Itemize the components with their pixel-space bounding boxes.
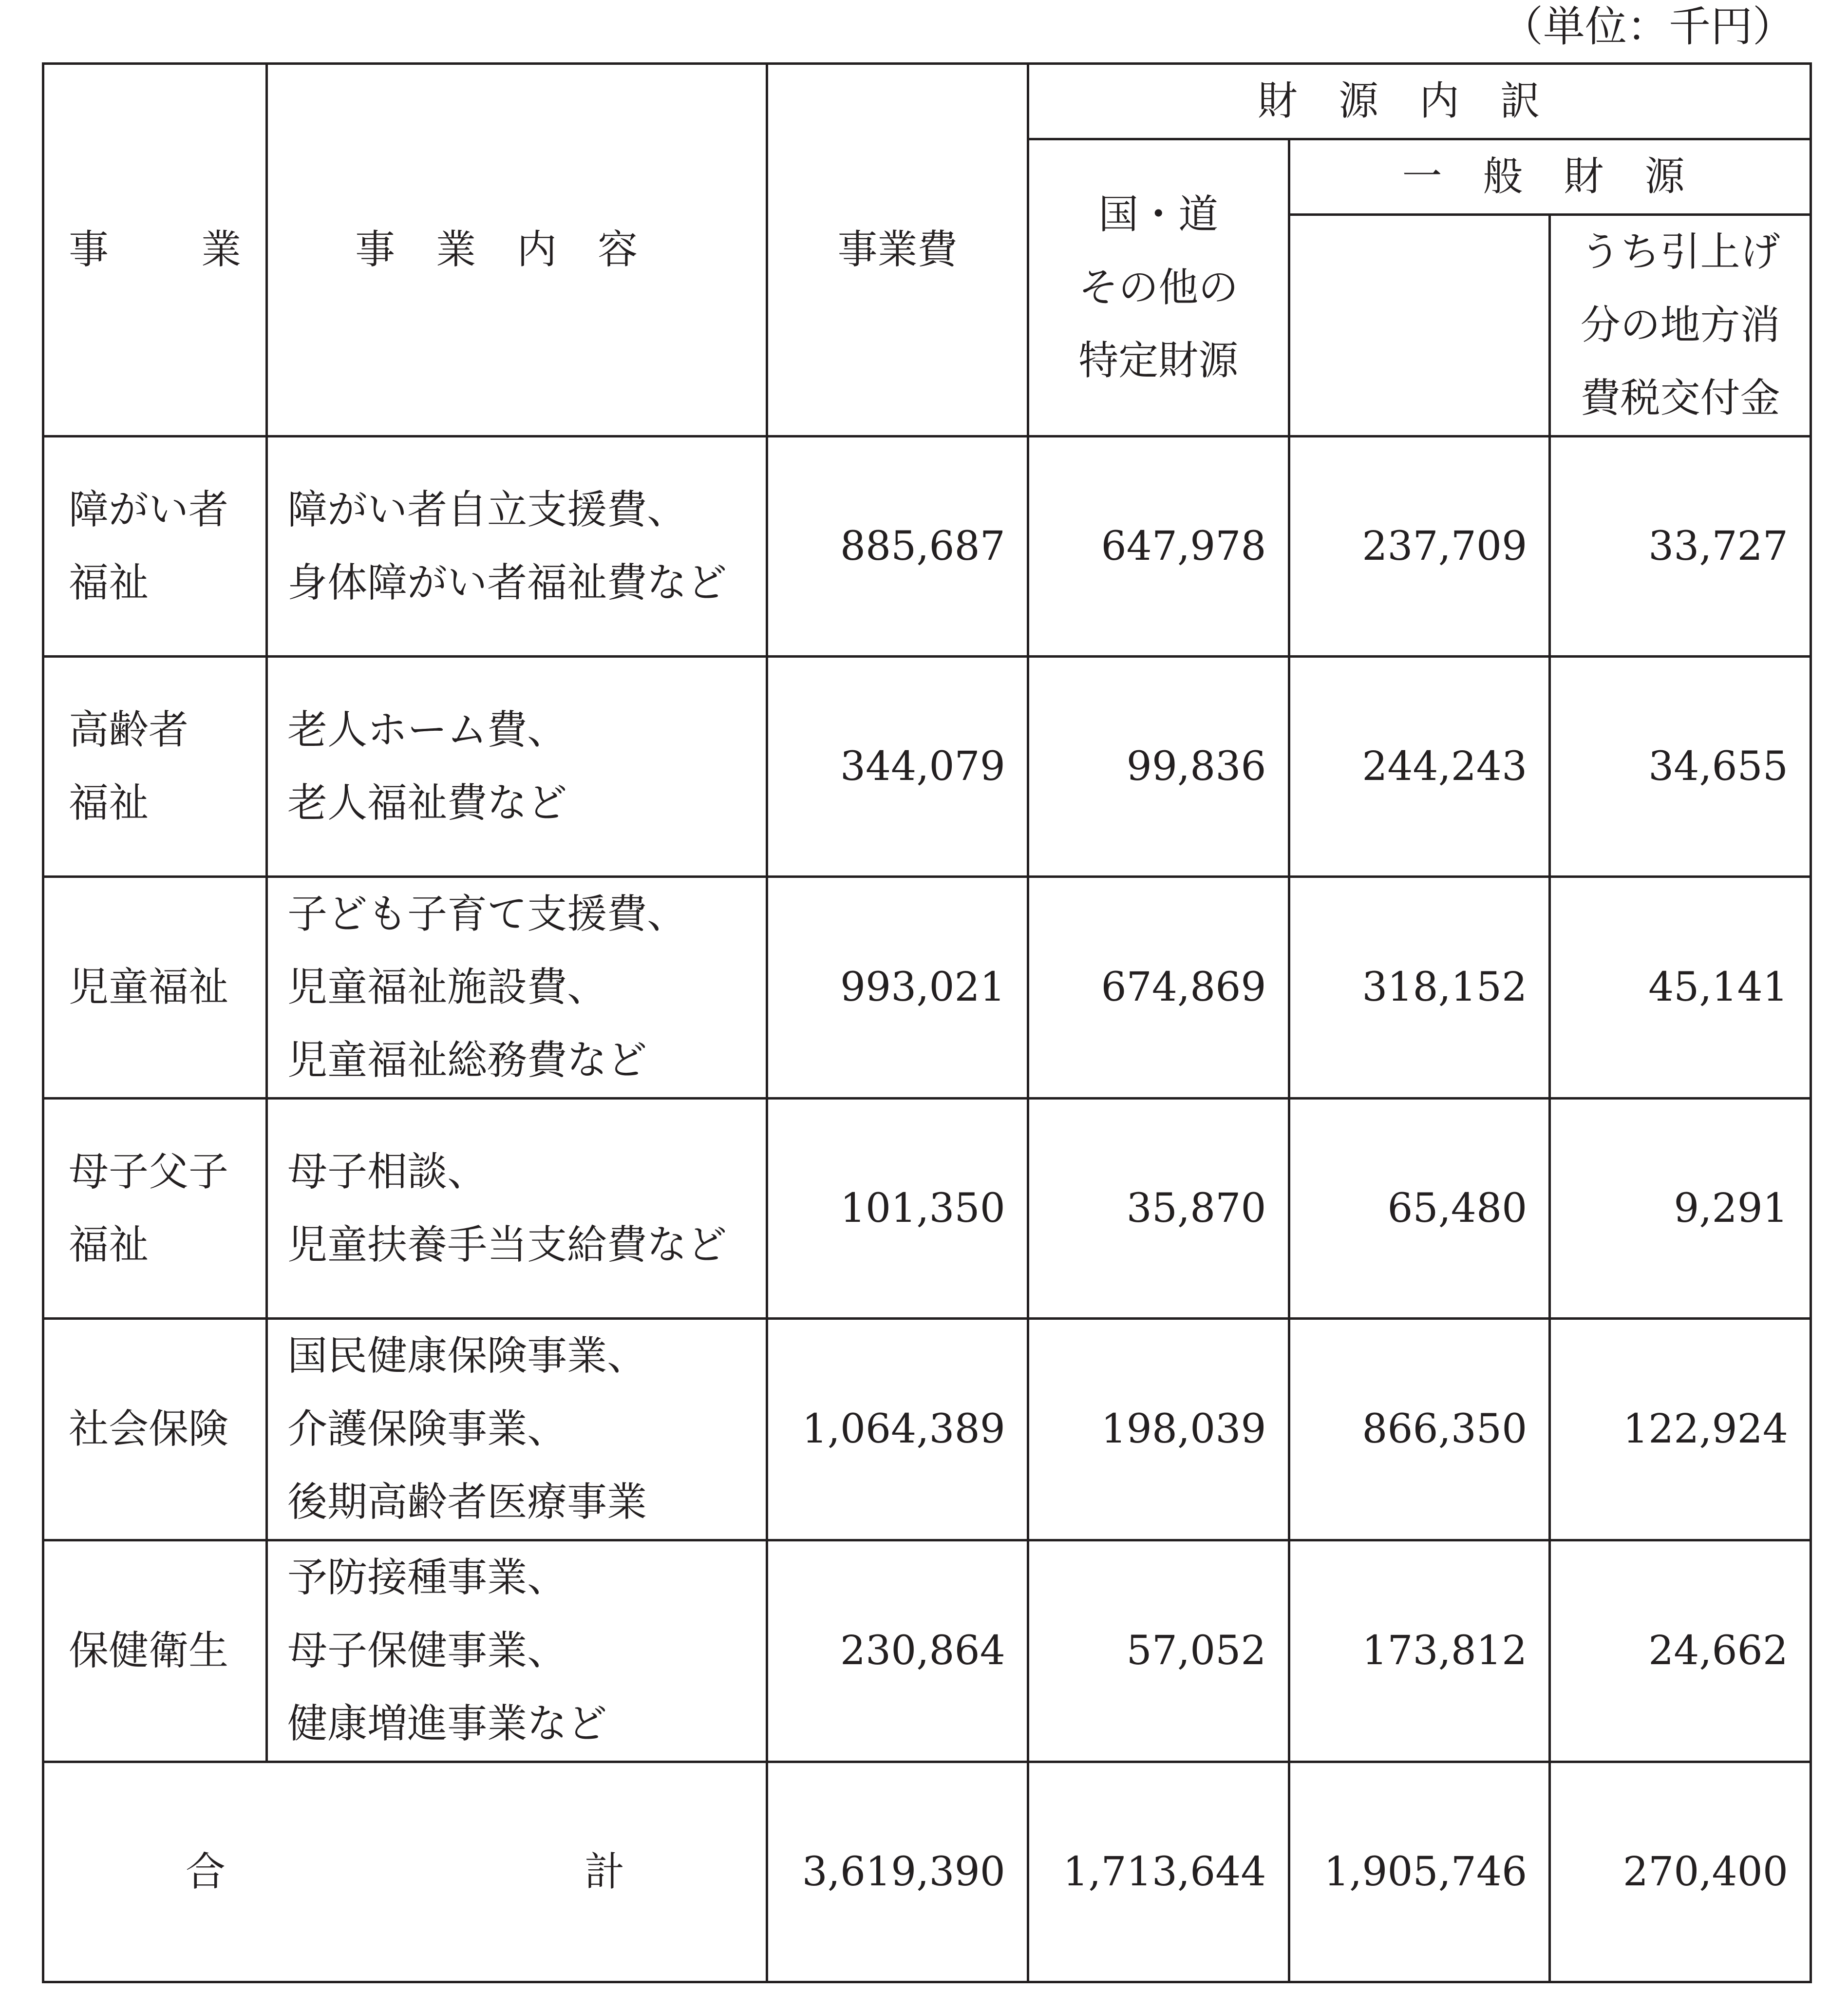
- consumption-tax-cell: 33,727: [1550, 437, 1811, 657]
- business-content-line: 後期高齢者医療事業: [287, 1479, 647, 1525]
- table-body: [43, 437, 1811, 1762]
- total-specific: 1,713,644: [1028, 1762, 1289, 1982]
- specific-funds-cell: 674,869: [1028, 877, 1289, 1099]
- unit-note: （単位：千円）: [1501, 2, 1794, 51]
- business-content-line: 障がい者自立支援費、: [287, 486, 687, 533]
- header-business-char: 事: [69, 227, 109, 273]
- business-category-line: 社会保険: [69, 1406, 229, 1452]
- total-label: [43, 1762, 767, 1982]
- business-cost-cell: 885,687: [767, 437, 1028, 657]
- specific-funds-cell: 35,870: [1028, 1099, 1289, 1319]
- general-funds-cell: 318,152: [1289, 877, 1550, 1099]
- header-business-char: 業: [201, 227, 242, 273]
- business-content-line: 児童福祉施設費、: [287, 964, 607, 1010]
- table-row: [43, 1540, 1811, 1762]
- business-category: [43, 1099, 267, 1319]
- consumption-tax-cell: 34,655: [1550, 657, 1811, 877]
- general-funds-cell: 244,243: [1289, 657, 1550, 877]
- total-label-text: [186, 1836, 624, 1909]
- business-category-line: 福祉: [69, 1221, 149, 1268]
- table-row: [43, 1319, 1811, 1540]
- business-content-line: 母子保健事業、: [287, 1628, 567, 1674]
- business-category-line: 母子父子: [69, 1148, 229, 1195]
- business-category: [43, 877, 267, 1099]
- business-cost-cell: 230,864: [767, 1540, 1028, 1762]
- business-cost-cell: 101,350: [767, 1099, 1028, 1319]
- business-cost-cell: 1,064,389: [767, 1319, 1028, 1540]
- business-content: [267, 1099, 767, 1319]
- business-content: [267, 437, 767, 657]
- specific-funds-cell: 198,039: [1028, 1319, 1289, 1540]
- header-business-text: [44, 213, 265, 286]
- business-content-line: 国民健康保険事業、: [287, 1333, 647, 1379]
- total-label-part: 合: [186, 1848, 226, 1895]
- header-tax-line: 費税交付金: [1580, 375, 1780, 421]
- general-funds-cell: 237,709: [1289, 437, 1550, 657]
- total-cost: 3,619,390: [767, 1762, 1028, 1982]
- business-content-line: 児童福祉総務費など: [287, 1037, 647, 1083]
- business-cost-cell: 344,079: [767, 657, 1028, 877]
- consumption-tax-cell: 9,291: [1550, 1099, 1811, 1319]
- header-general-blank: [1289, 215, 1550, 437]
- business-category-line: 福祉: [69, 779, 149, 826]
- header-specific-line: 特定財源: [1078, 337, 1239, 384]
- general-funds-cell: 65,480: [1289, 1099, 1550, 1319]
- table-row: [43, 437, 1811, 657]
- business-content: [267, 877, 767, 1099]
- table-row: [43, 1099, 1811, 1319]
- business-category: [43, 657, 267, 877]
- budget-table: [42, 62, 1812, 1983]
- total-row: [43, 1762, 1811, 1982]
- business-content-line: 老人福祉費など: [287, 779, 567, 826]
- business-content: [267, 657, 767, 877]
- business-category: [43, 1540, 267, 1762]
- business-content-line: 子ども子育て支援費、: [287, 891, 687, 937]
- business-category-line: 福祉: [69, 559, 149, 606]
- header-tax-line: うち引上げ: [1580, 229, 1780, 275]
- header-specific-line: 国・道: [1098, 191, 1219, 238]
- business-content: [267, 1319, 767, 1540]
- specific-funds-cell: 57,052: [1028, 1540, 1289, 1762]
- header-business-cost: 事業費: [767, 64, 1028, 437]
- business-category-line: 児童福祉: [69, 964, 229, 1010]
- header-specific-line: その他の: [1078, 264, 1239, 311]
- business-cost-cell: 993,021: [767, 877, 1028, 1099]
- consumption-tax-cell: 122,924: [1550, 1319, 1811, 1540]
- total-tax: 270,400: [1550, 1762, 1811, 1982]
- header-consumption-tax: [1550, 215, 1811, 437]
- specific-funds-cell: 647,978: [1028, 437, 1289, 657]
- business-content-line: 母子相談、: [287, 1148, 488, 1195]
- business-content-line: 健康増進事業など: [287, 1701, 607, 1747]
- business-content-line: 身体障がい者福祉費など: [287, 559, 727, 606]
- total-general: 1,905,746: [1289, 1762, 1550, 1982]
- business-category: [43, 437, 267, 657]
- table-row: [43, 657, 1811, 877]
- business-content-line: 児童扶養手当支給費など: [287, 1221, 727, 1268]
- total-label-part: 計: [585, 1848, 625, 1895]
- business-content-line: 予防接種事業、: [287, 1555, 567, 1601]
- business-category-line: 保健衛生: [69, 1628, 229, 1674]
- header-tax-line: 分の地方消: [1580, 302, 1780, 348]
- general-funds-cell: 866,350: [1289, 1319, 1550, 1540]
- consumption-tax-cell: 24,662: [1550, 1540, 1811, 1762]
- header-row-1: [43, 64, 1811, 139]
- header-funding-breakdown: 財源内訳: [1028, 64, 1810, 139]
- header-specific-funds: [1028, 139, 1289, 437]
- business-content-line: 老人ホーム費、: [287, 706, 567, 753]
- business-category-line: 障がい者: [69, 486, 229, 533]
- header-general-funds: 一般財源: [1289, 139, 1810, 215]
- business-content-line: 介護保険事業、: [287, 1406, 567, 1452]
- table-row: [43, 877, 1811, 1099]
- header-business-content: 事業内容: [267, 64, 767, 437]
- consumption-tax-cell: 45,141: [1550, 877, 1811, 1099]
- specific-funds-cell: 99,836: [1028, 657, 1289, 877]
- business-content: [267, 1540, 767, 1762]
- header-business: [43, 64, 267, 437]
- general-funds-cell: 173,812: [1289, 1540, 1550, 1762]
- business-category: [43, 1319, 267, 1540]
- business-category-line: 高齢者: [69, 706, 189, 753]
